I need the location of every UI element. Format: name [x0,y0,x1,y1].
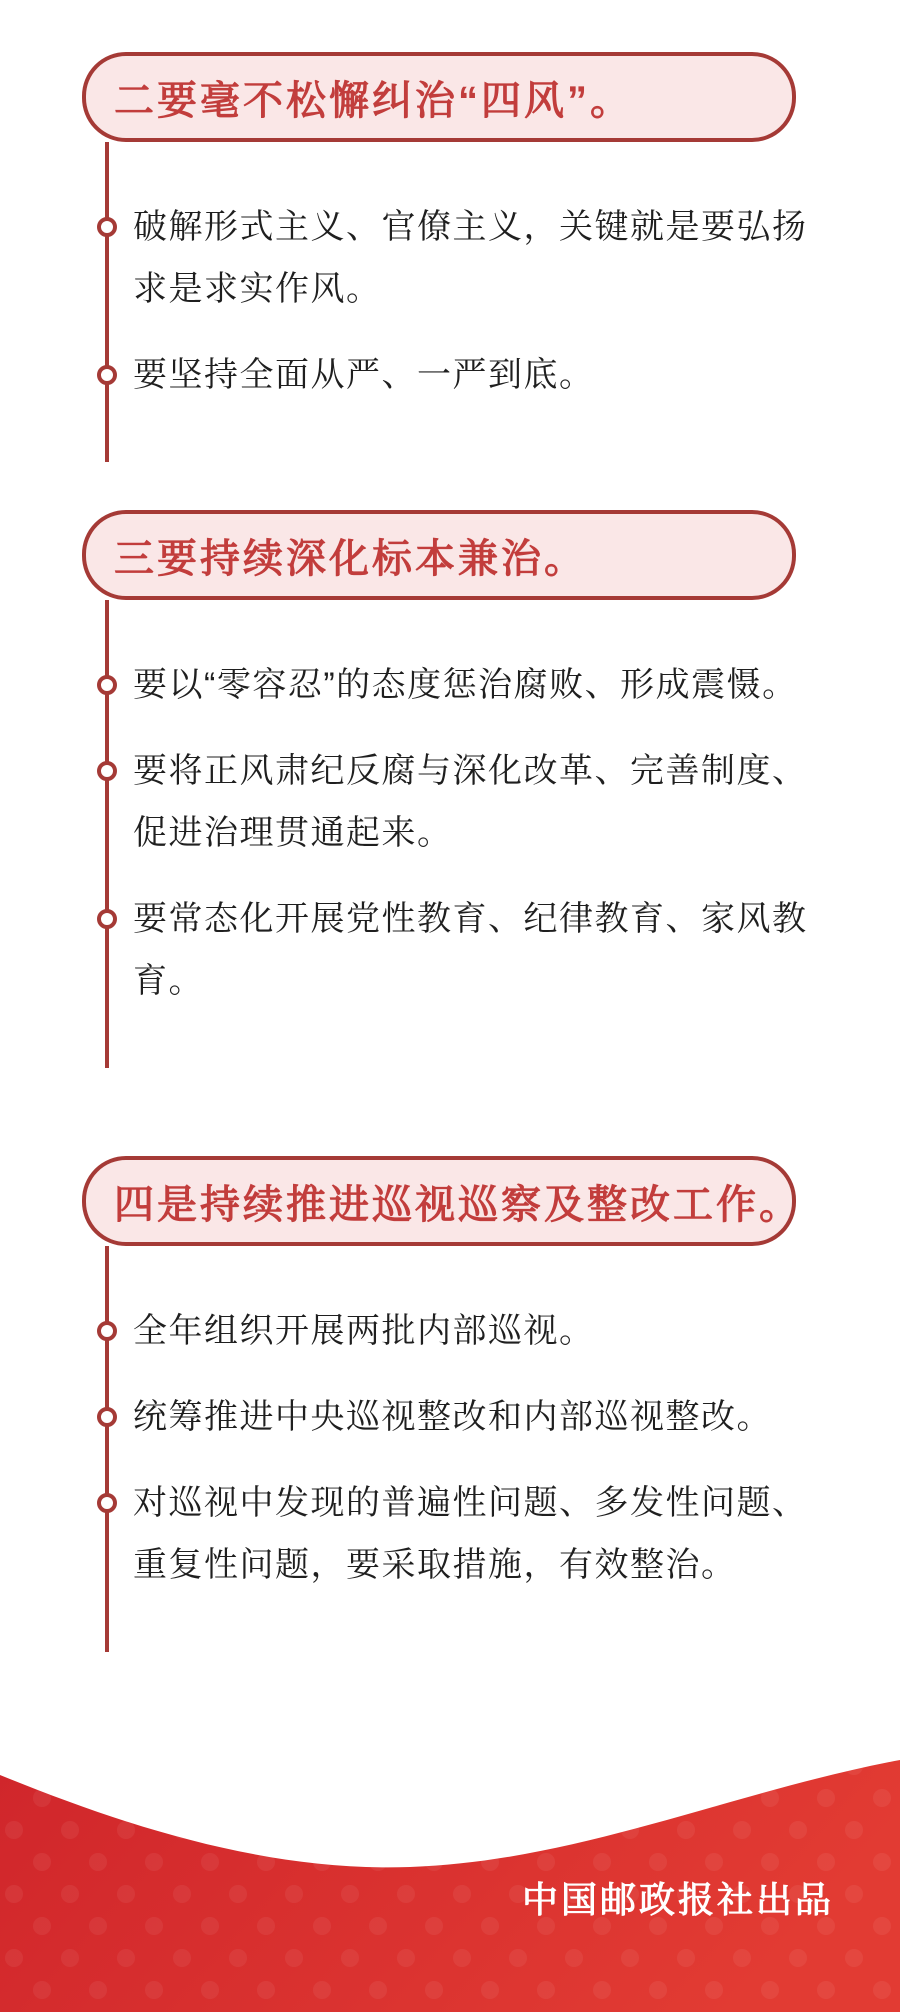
bullet-circle-icon [97,909,117,929]
timeline-item-text: 要坚持全面从严、一严到底。 [133,356,595,394]
timeline [105,142,900,462]
publisher-credit: 中国邮政报社出品 [521,1879,834,1920]
section-header [82,1156,802,1246]
timeline [105,600,900,1068]
timeline-item [133,740,809,864]
bullet-circle-icon [97,1407,117,1427]
bullet-circle-icon [97,1493,117,1513]
section-title: 四是持续推进巡视巡察及整改工作。 [114,1182,802,1227]
section-header [82,510,796,600]
section-title: 二要毫不松懈纠治“四风”。 [114,78,633,123]
timeline-item-text: 全年组织开展两批内部巡视。 [133,1312,595,1350]
timeline-item [133,1300,809,1362]
timeline-item-text: 对巡视中发现的普遍性问题、多发性问题、重复性问题，要采取措施，有效整治。 [133,1484,808,1584]
timeline-item [133,654,809,716]
timeline-item-text: 要常态化开展党性教育、纪律教育、家风教育。 [133,900,808,1000]
section-title: 三要持续深化标本兼治。 [114,536,587,581]
bullet-circle-icon [97,761,117,781]
timeline-item-text: 要以“零容忍”的态度惩治腐败、形成震慑。 [133,666,798,704]
timeline-item-text: 破解形式主义、官僚主义，关键就是要弘扬求是求实作风。 [133,208,808,308]
section [0,510,900,1068]
bullet-circle-icon [97,365,117,385]
timeline-item [133,344,809,406]
section-header [82,52,796,142]
bullet-circle-icon [97,1321,117,1341]
timeline-item [133,196,809,320]
bullet-circle-icon [97,217,117,237]
bullet-circle-icon [97,675,117,695]
timeline-item-text: 统筹推进中央巡视整改和内部巡视整改。 [133,1398,772,1436]
footer-wave [0,1750,900,2012]
section [0,52,900,462]
timeline-item [133,1386,809,1448]
timeline-item [133,888,809,1012]
section [0,1156,900,1652]
timeline-item-text: 要将正风肃纪反腐与深化改革、完善制度、促进治理贯通起来。 [133,752,808,852]
timeline [105,1246,900,1652]
timeline-item [133,1472,809,1596]
